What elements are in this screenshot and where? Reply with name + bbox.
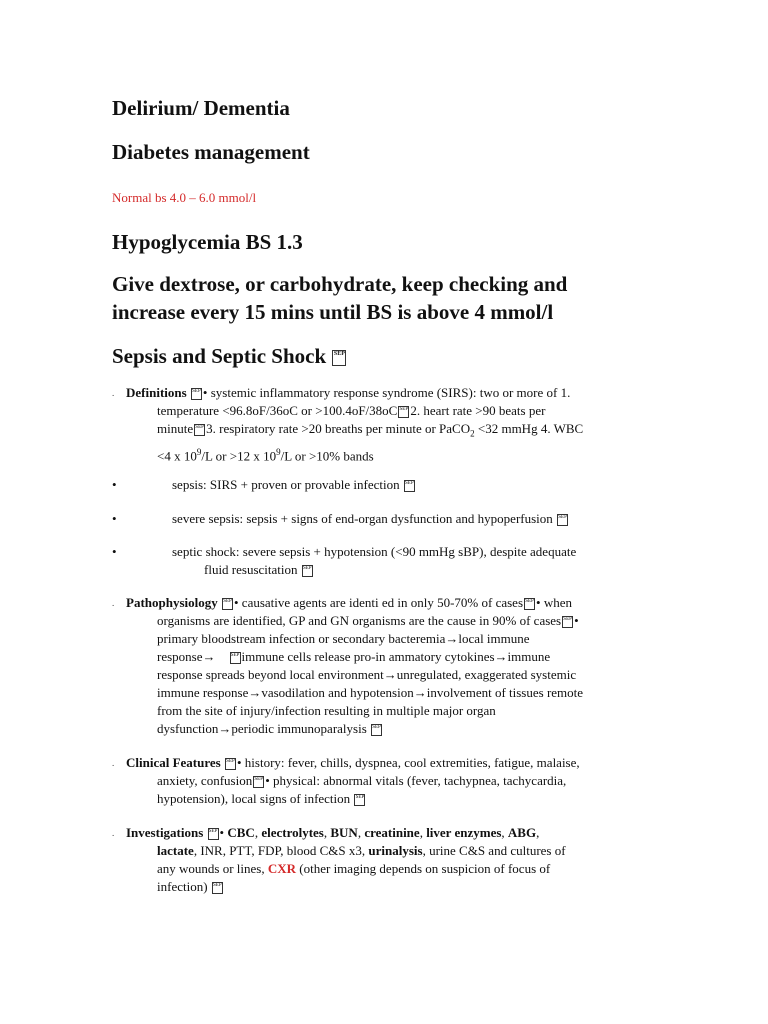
sep-glyph-icon: SEP <box>194 424 205 436</box>
definitions-title: Definitions <box>126 385 187 400</box>
sep-glyph-icon: SEP <box>557 514 568 526</box>
list-marker: . <box>112 828 115 838</box>
bullet-severe-sepsis-text: severe sepsis: sepsis + signs of end-organ dysfunction and hypoperfusion <box>172 511 553 526</box>
sep-glyph-icon: SEP <box>404 480 415 492</box>
sep-glyph-icon: SEP <box>524 598 535 610</box>
pathophysiology-block: . Pathophysiology SEP • causative agents are identi ed in only 50-70% of cases SEP • when organisms are identified, GP and GN organisms are the cause in 90% of cases SEP • primary bloodstream infection or secondary bacteremia→local immune response→ SEP immune cells release pro-in ammatory cytokines→immune response spreads beyond local environment→unregulated, exaggerated systemic immune response→vasodilation and hypotension→involvement of tissues remote from the site of injury/infection resulting in multiple major organ dysfunction→periodic immunoparalysis SEP <box>112 595 584 736</box>
clinical-features-title: Clinical Features <box>126 755 221 770</box>
sep-glyph-icon: SEP <box>371 724 382 736</box>
list-marker: . <box>112 758 115 768</box>
bullet-marker: • <box>112 544 117 559</box>
bullet-sepsis <box>112 476 672 494</box>
bullet-sepsis-text: sepsis: SIRS + proven or provable infection <box>172 477 400 492</box>
cxr-highlight: CXR <box>267 861 297 876</box>
sep-glyph-icon: SEP <box>332 350 346 366</box>
heading-hypoglycemia: Hypoglycemia BS 1.3 <box>112 230 303 254</box>
sep-glyph-icon: SEP <box>208 828 219 840</box>
heading-sepsis <box>112 342 347 370</box>
definitions-block <box>112 384 642 465</box>
sep-glyph-icon: SEP <box>230 652 241 664</box>
pathophysiology-title: Pathophysiology <box>126 595 218 610</box>
definitions-line-3: minute SEP 3. respiratory rate >20 breaths per minute or PaCO$_2$ <32 mmHg 4. WBC <box>157 421 584 439</box>
investigations-title: Investigations <box>126 825 204 840</box>
clinical-features-block: . Clinical Features SEP • history: fever, chills, dyspnea, cool extremities, fatigue, malaise, anxiety, confusion SEP • physical: abnormal vitals (fever, tachypnea, tachycardia, hypotension), local signs of infection SEP <box>112 755 580 806</box>
sep-glyph-icon: SEP <box>354 794 365 806</box>
sep-glyph-icon: SEP <box>225 758 236 770</box>
heading-sepsis-text: Sepsis and Septic Shock <box>112 344 327 368</box>
sep-glyph-icon: SEP <box>253 776 264 788</box>
sep-glyph-icon: SEP <box>191 388 202 400</box>
heading-diabetes: Diabetes management <box>112 140 310 164</box>
sep-glyph-icon: SEP <box>212 882 223 894</box>
bullet-septic-shock-text: septic shock: severe sepsis + hypotension (<90 mmHg sBP), despite adequate <box>172 544 577 559</box>
bullet-septic-shock <box>112 543 672 579</box>
bullet-marker: • <box>112 511 117 526</box>
definitions-line-1: • systemic inflammatory response syndrome (SIRS): two or more of 1. <box>202 385 571 400</box>
heading-give-dextrose-2: increase every 15 mins until BS is above 4 mmol/l <box>112 300 554 324</box>
sep-glyph-icon: SEP <box>562 616 573 628</box>
sep-glyph-icon: SEP <box>398 406 409 418</box>
sep-glyph-icon: SEP <box>302 565 313 577</box>
list-marker: . <box>112 598 115 608</box>
list-marker: . <box>112 388 115 398</box>
investigations-block: . Investigations SEP • CBC, electrolytes, BUN, creatinine, liver enzymes, ABG, lactate, INR, PTT, FDP, blood C&S x3, urinalysis, urine C&S and cultures of any wounds or lines, CXR (other imaging depends on suspicion of focus of infection) SEP <box>112 825 566 894</box>
bullet-severe-sepsis <box>112 510 672 528</box>
definitions-line-2: temperature <96.8oF/36oC or >100.4oF/38oC SEP 2. heart rate >90 beats per <box>157 403 546 418</box>
sep-glyph-icon: SEP <box>222 598 233 610</box>
heading-give-dextrose-1: Give dextrose, or carbohydrate, keep checking and <box>112 272 568 296</box>
bullet-marker: • <box>112 477 117 492</box>
bullet-septic-shock-text-2: fluid resuscitation <box>204 562 298 577</box>
heading-delirium: Delirium/ Dementia <box>112 96 290 120</box>
normal-bs-note: Normal bs 4.0 – 6.0 mmol/l <box>112 190 257 205</box>
definitions-line-4: <4 x $10^9/L$ or >12 x $10^9/L$ or >10% bands <box>157 446 374 463</box>
